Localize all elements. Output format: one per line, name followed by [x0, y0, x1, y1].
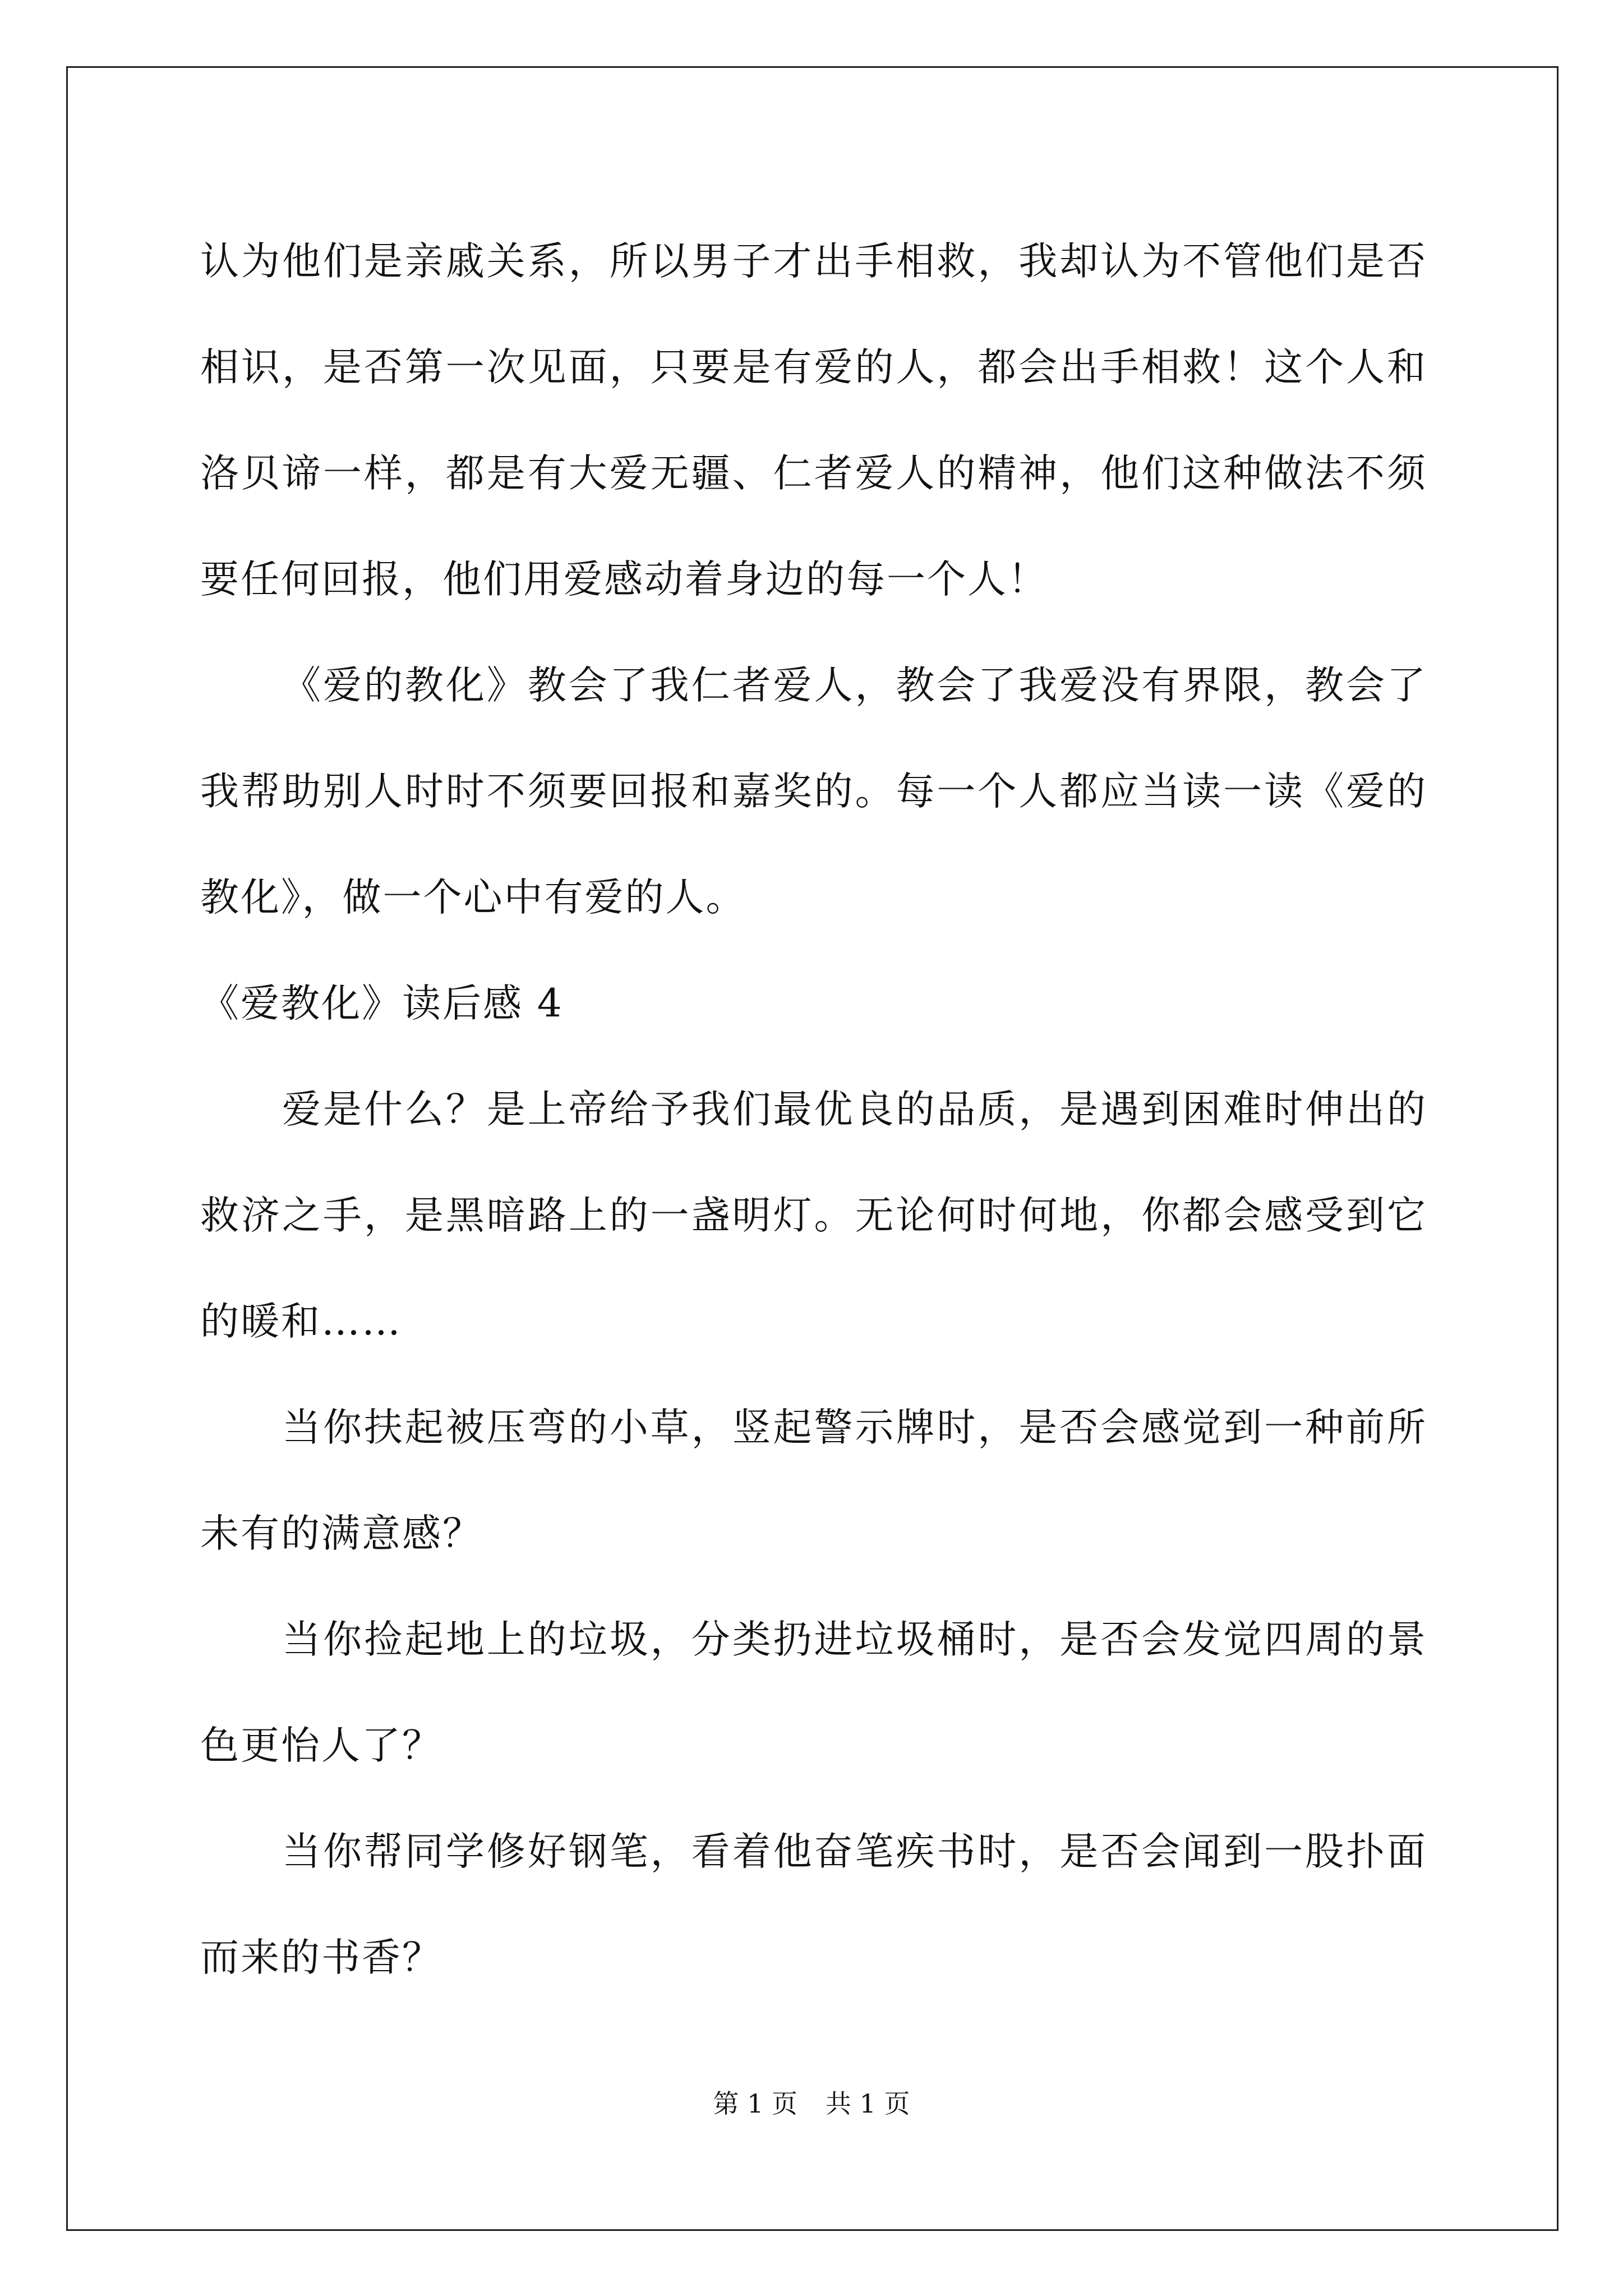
document-body	[200, 209, 1427, 2011]
paragraph: 当你帮同学修好钢笔，看着他奋笔疾书时，是否会闻到一股扑面而来的书香？	[200, 1829, 1427, 1980]
paragraph: 当你捡起地上的垃圾，分类扔进垃圾桶时，是否会发觉四周的景色更怡人了？	[200, 1617, 1427, 1768]
page-total: 共 1 页	[826, 2088, 910, 2119]
paragraph: 认为他们是亲戚关系，所以男子才出手相救，我却认为不管他们是否相识，是否第一次见面，只要是有爱的人，都会出手相救！这个人和洛贝谛一样，都是有大爱无疆、仁者爱人的精神，他们这种做法不须要任何回报，他们用爱感动着身边的每一个人！	[200, 239, 1427, 602]
paragraph: 《爱的教化》教会了我仁者爱人，教会了我爱没有界限，教会了我帮助别人时时不须要回报和嘉奖的。每一个人都应当读一读《爱的教化》，做一个心中有爱的人。	[200, 663, 1427, 920]
page-number: 第 1 页	[713, 2088, 797, 2119]
section-heading: 《爱教化》读后感 4	[200, 981, 564, 1026]
paragraph: 当你扶起被压弯的小草，竖起警示牌时，是否会感觉到一种前所未有的满意感？	[200, 1405, 1427, 1556]
page-footer	[0, 2087, 1623, 2120]
paragraph: 爱是什么？是上帝给予我们最优良的品质，是遇到困难时伸出的救济之手，是黑暗路上的一盏明灯。无论何时何地，你都会感受到它的暖和……	[200, 1087, 1427, 1344]
